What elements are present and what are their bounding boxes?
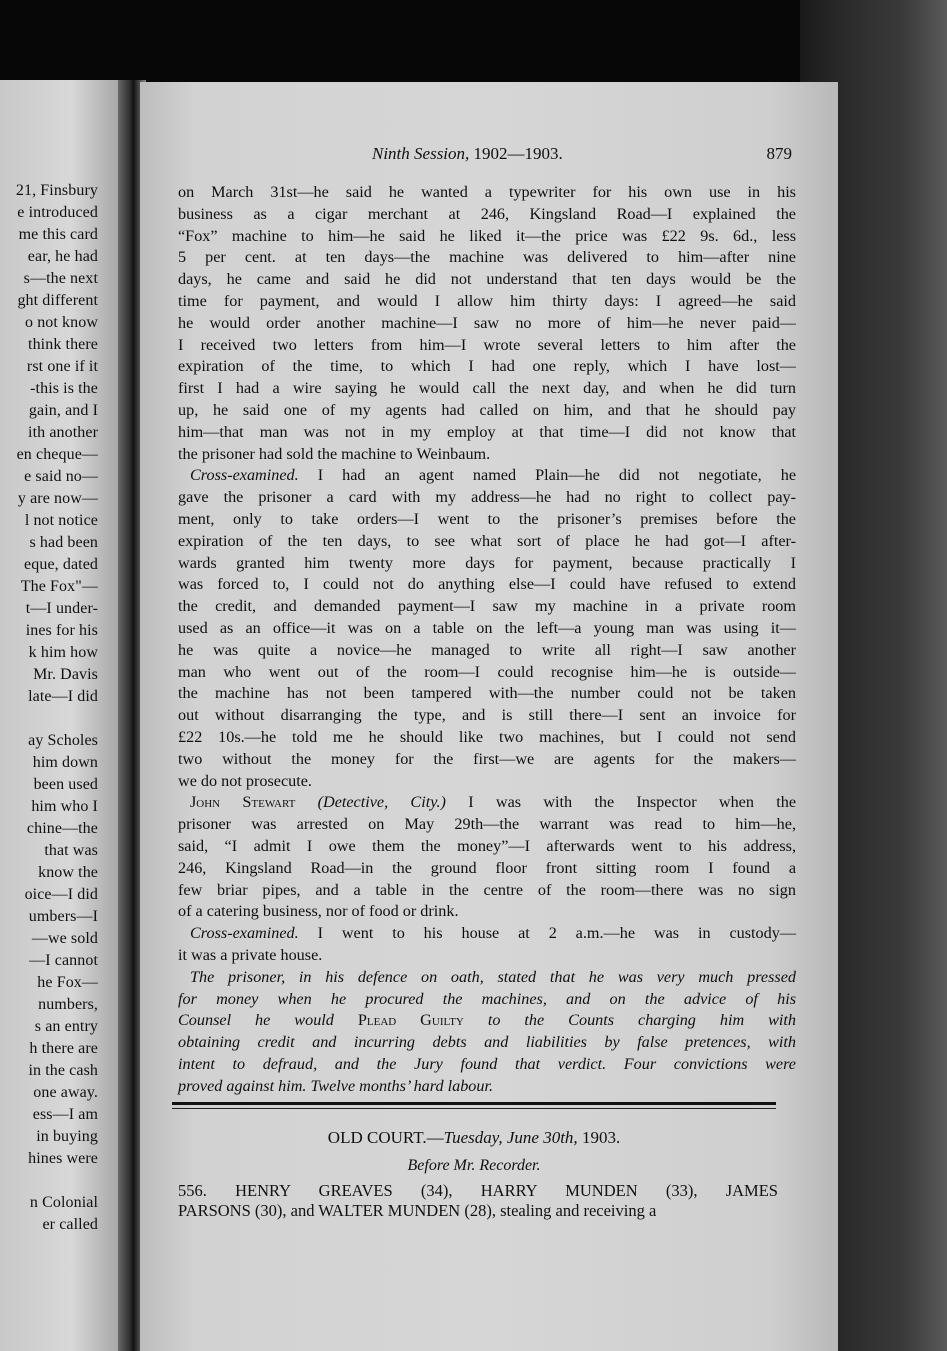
facing-page-line: hines were [28, 1150, 98, 1167]
text-line: prisoner was arrested on May 29th—the warrant was read to him—he, [178, 815, 796, 833]
facing-page-line: in the cash [28, 1062, 98, 1079]
facing-page-line: t—I under- [25, 600, 98, 617]
facing-page-line: o not know [25, 314, 98, 331]
text-line: £22 10s.—he told me he should like two machines, but I could not send [178, 728, 796, 746]
text-line: 5 per cent. at ten days—the machine was delivered to him—after nine [178, 248, 796, 266]
text-line: the machine has not been tampered with—the number could not be taken [178, 684, 796, 702]
facing-page-line: e said no— [24, 468, 98, 485]
facing-page-line: n Colonial [29, 1194, 98, 1211]
facing-page-line: been used [33, 776, 98, 793]
defence-line: obtaining credit and incurring debts and liabilities by false pretences, with [178, 1033, 796, 1051]
text-line: him—that man was not in my employ at that time—I did not know that [178, 423, 796, 441]
text-line: I received two letters from him—I wrote several letters to him after the [178, 336, 796, 354]
facing-page-line: rst one if it [26, 358, 98, 375]
facing-page-line: numbers, [38, 996, 98, 1013]
facing-page-line: The Fox"— [20, 578, 98, 595]
facing-page-line: Mr. Davis [33, 666, 98, 683]
text-line: it was a private house. [178, 946, 323, 964]
court-heading [172, 1128, 776, 1148]
text-line [178, 465, 796, 485]
defence-line: intent to defraud, and the Jury found that verdict. Four convictions were [178, 1055, 796, 1073]
before-recorder: Before Mr. Recorder. [407, 1157, 541, 1174]
text-line: man who went out of the room—I could recognise him—he is outside— [178, 663, 796, 681]
facing-page-line: know the [38, 864, 98, 881]
text-line: expiration of the ten days, to see what sort of place he had got—I after- [178, 532, 796, 550]
witness-name: John Stewart [190, 793, 296, 811]
facing-page-line: that was [44, 842, 98, 859]
witness-role: (Detective, City.) [317, 793, 446, 811]
cross-examined-label: Cross-examined. [190, 924, 299, 942]
text-line: first I had a wire saying he would call the next day, and when he did turn [178, 379, 796, 397]
text-line: out without disarranging the type, and is still there—I sent an invoice for [178, 706, 796, 724]
facing-page-line: gain, and I [28, 402, 98, 419]
facing-page-line: l not notice [24, 512, 98, 529]
facing-page-line: him down [32, 754, 98, 771]
facing-page-line: h there are [29, 1040, 98, 1057]
text-line: on March 31st—he said he wanted a typewriter for his own use in his [178, 183, 796, 201]
text-run: I had an agent named Plain—he did not negotiate, he [317, 466, 797, 484]
text-line: gave the prisoner a card with my address—he had no right to collect pay- [178, 488, 796, 506]
facing-page-line: umbers—I [28, 908, 98, 925]
facing-page-line: me this card [18, 226, 98, 243]
facing-page-line: late—I did [28, 688, 98, 705]
facing-page-line: in buying [36, 1128, 98, 1145]
cross-examined-label: Cross-examined. [190, 466, 299, 484]
text-line: days, he came and said he did not understand that ten days would be the [178, 270, 796, 288]
text-run: I went to his house at 2 a.m.—he was in custody— [317, 924, 797, 942]
text-line: business as a cigar merchant at 246, Kingsland Road—I explained the [178, 205, 796, 223]
text-line: he was quite a novice—he managed to write all right—I saw another [178, 641, 796, 659]
facing-page-line: him who I [31, 798, 98, 815]
facing-page-line: er called [42, 1216, 98, 1233]
text-run: to the Counts charging him with [487, 1011, 797, 1029]
text-line: the credit, and demanded payment—I saw my machine in a private room [178, 597, 796, 615]
text-line: 246, Kingsland Road—in the ground floor front sitting room I found a [178, 859, 796, 877]
court-date: Tuesday, June 30th, [443, 1128, 578, 1147]
text-line: up, he said one of my agents had called on him, and that he should pay [178, 401, 796, 419]
text-line: we do not prosecute. [178, 772, 312, 790]
facing-page-line: k him how [28, 644, 98, 661]
text-run: I was with the Inspector when the [468, 793, 796, 811]
case-heading-line2: PARSONS (30), and WALTER MUNDEN (28), stealing and receiving a [178, 1201, 657, 1220]
facing-page [0, 80, 118, 1351]
text-line: he would order another machine—I saw no more of him—he never paid— [178, 314, 796, 332]
facing-page-line: e introduced [17, 204, 98, 221]
court-year: 1903. [581, 1128, 621, 1147]
facing-page-line: s an entry [34, 1018, 98, 1035]
facing-page-line: s had been [29, 534, 98, 551]
session-years: 1902—1903. [473, 144, 563, 163]
facing-page-line: s—the next [23, 270, 98, 287]
facing-page-line: one away. [33, 1084, 98, 1101]
facing-page-line: ess—I am [32, 1106, 98, 1123]
facing-page-line: eque, dated [24, 556, 98, 573]
case-heading-line1: 556. HENRY GREAVES (34), HARRY MUNDEN (33), JAMES [178, 1181, 778, 1200]
defence-line: The prisoner, in his defence on oath, stated that he was very much pressed [190, 968, 796, 986]
text-line: time for payment, and would I allow him thirty days: I agreed—he said [178, 292, 796, 310]
text-line: of a catering business, nor of food or drink. [178, 902, 459, 920]
facing-page-line: y are now— [17, 490, 98, 507]
text-line: few briar pipes, and a table in the centre of the room—there was no sign [178, 881, 796, 899]
page-number: 879 [766, 144, 792, 163]
facing-page-line: 21, Finsbury [15, 182, 98, 199]
facing-page-line: -this is the [30, 380, 98, 397]
text-run: Counsel he would [178, 1011, 334, 1029]
text-line: two without the money for the first—we are agents for the makers— [178, 750, 796, 768]
defence-line [178, 1010, 796, 1030]
defence-line: for money when he procured the machines, and on the advice of his [178, 990, 796, 1008]
text-line [178, 792, 796, 812]
running-head: Ninth Session, 1902—1903. [372, 144, 563, 163]
text-line: ment, only to take orders—I went to the prisoner’s premises before the [178, 510, 796, 528]
facing-page-line: oice—I did [24, 886, 98, 903]
facing-page-line: he Fox— [37, 974, 98, 991]
facing-page-line: ear, he had [27, 248, 98, 265]
facing-page-line: ines for his [25, 622, 98, 639]
text-line: “Fox” machine to him—he said he liked it—the price was £22 9s. 6d., less [178, 227, 796, 245]
facing-page-line: en cheque— [16, 446, 98, 463]
page-header [372, 144, 792, 166]
text-line: said, “I admit I owe them the money”—I afterwards went to his address, [178, 837, 796, 855]
text-line: expiration of the time, to which I had one reply, which I have lost— [178, 357, 796, 375]
facing-page-line: —we sold [31, 930, 98, 947]
facing-page-line: chine—the [26, 820, 98, 837]
text-line: the prisoner had sold the machine to Weinbaum. [178, 445, 491, 463]
court-name: OLD COURT.— [327, 1128, 444, 1147]
defence-line: proved against him. Twelve months’ hard labour. [178, 1077, 494, 1095]
text-line: wards granted him twenty more days for payment, because practically I [178, 554, 796, 572]
facing-page-line: —I cannot [29, 952, 98, 969]
section-rule-thin [172, 1108, 776, 1109]
text-line [178, 923, 796, 943]
facing-page-line: ay Scholes [28, 732, 98, 749]
facing-page-line: ght different [17, 292, 98, 309]
text-line: used as an office—it was on a table on the left—a young man was using it— [178, 619, 796, 637]
facing-page-line: ith another [28, 424, 98, 441]
plea-text: Plead Guilty [357, 1011, 464, 1029]
text-line: was forced to, I could not do anything else—I could have refused to extend [178, 575, 796, 593]
facing-page-line: think there [28, 336, 98, 353]
section-rule [172, 1102, 776, 1105]
